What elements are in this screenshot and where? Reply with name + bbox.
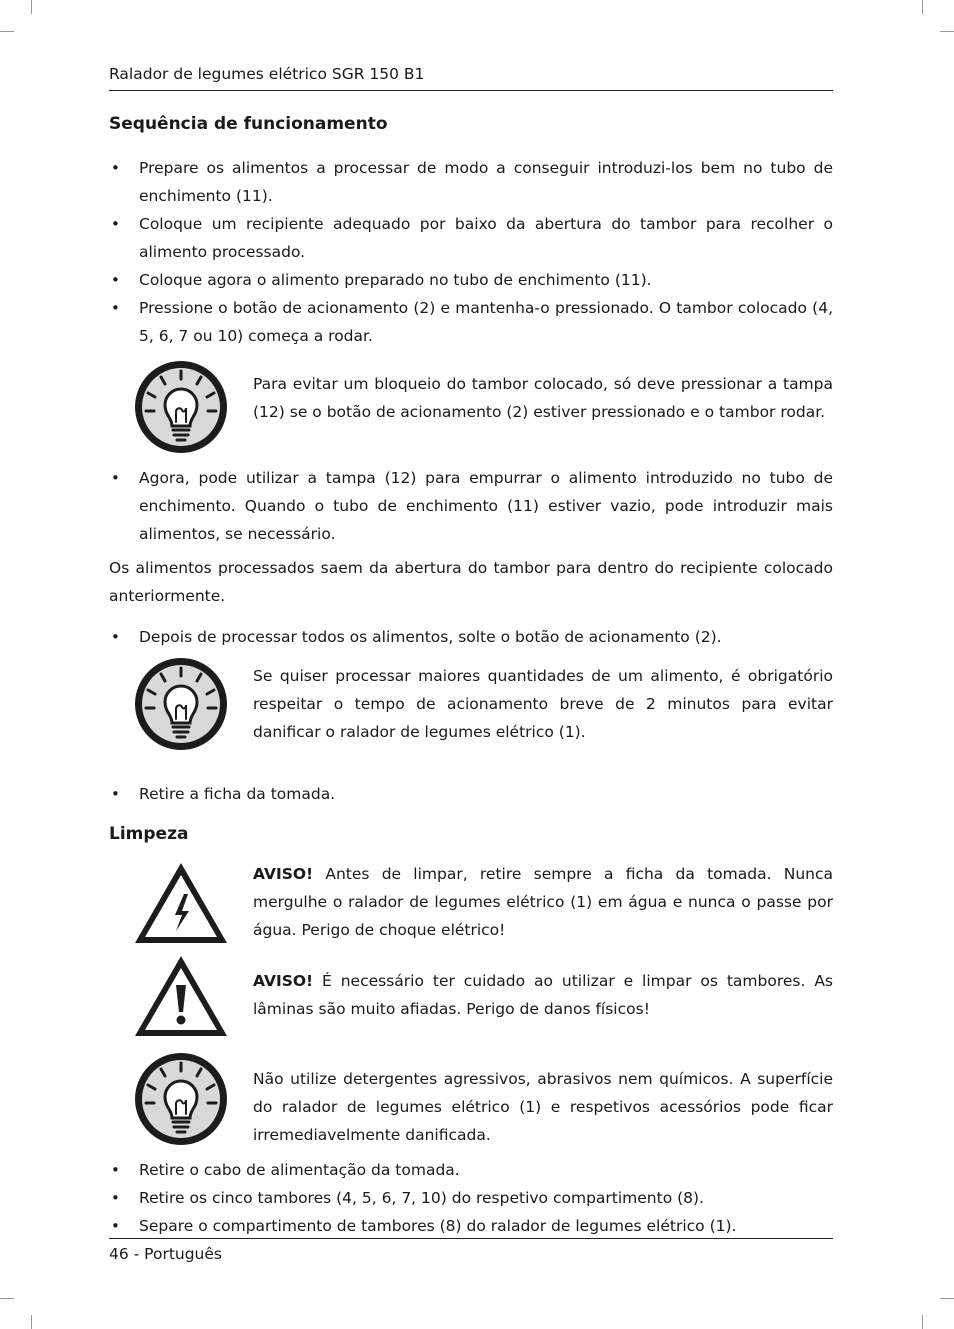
section-heading-cleaning: Limpeza xyxy=(109,824,189,844)
bullet-list xyxy=(109,154,833,350)
lightbulb-icon xyxy=(132,360,230,454)
warning-note xyxy=(109,967,833,1039)
crop-mark xyxy=(0,31,14,32)
list-item: • Retire a ficha da tomada. xyxy=(109,780,833,808)
list-item: • Retire o cabo de alimentação da tomada. xyxy=(109,1156,833,1184)
list-item: • Coloque agora o alimento preparado no tubo de enchimento (11). xyxy=(109,266,833,294)
page-footer xyxy=(109,1238,833,1269)
page-content xyxy=(109,110,833,1240)
header-title: Ralador de legumes elétrico SGR 150 B1 xyxy=(109,65,425,83)
danger-exclamation-icon xyxy=(132,953,230,1039)
tip-text: Não utilize detergentes agressivos, abrasivos nem químicos. A superfície do ralador de legumes elétrico (1) e respetivos acessórios pode ficar irremediavelmente danificada. xyxy=(253,1070,833,1144)
list-item: • Agora, pode utilizar a tampa (12) para empurrar o alimento introduzido no tubo de enchimento. Quando o tubo de enchimento (11) estiver vazio, pode introduzir mais alimentos, se necessário. xyxy=(109,464,833,548)
section-heading-operation: Sequência de funcionamento xyxy=(109,114,388,134)
list-item: • Depois de processar todos os alimentos, solte o botão de acionamento (2). xyxy=(109,623,833,651)
tip-note xyxy=(109,1065,833,1149)
bullet-list xyxy=(109,1156,833,1240)
list-item: • Prepare os alimentos a processar de modo a conseguir introduzi-los bem no tubo de enchimento (11). xyxy=(109,154,833,210)
warning-message: Antes de limpar, retire sempre a ficha da tomada. Nunca mergulhe o ralador de legumes elétrico (1) em água e nunca o passe por água. Perigo de choque elétrico! xyxy=(253,865,833,939)
page-number: 46 - Português xyxy=(109,1245,222,1263)
lightbulb-icon xyxy=(132,656,230,752)
tip-note xyxy=(109,360,833,454)
tip-text: Se quiser processar maiores quantidades de um alimento, é obrigatório respeitar o tempo de acionamento breve de 2 minutos para evitar danificar o ralador de legumes elétrico (1). xyxy=(253,667,833,741)
warning-text xyxy=(253,860,833,944)
bullet-list xyxy=(109,623,833,651)
list-item: • Separe o compartimento de tambores (8) do ralador de legumes elétrico (1). xyxy=(109,1212,833,1240)
tip-text: Para evitar um bloqueio do tambor colocado, só deve pressionar a tampa (12) se o botão de acionamento (2) estiver pressionado e o tambor rodar. xyxy=(253,375,833,421)
electric-shock-warning-icon xyxy=(132,860,230,946)
warning-text xyxy=(253,967,833,1023)
crop-mark xyxy=(940,1298,954,1299)
list-item: • Retire os cinco tambores (4, 5, 6, 7, 10) do respetivo compartimento (8). xyxy=(109,1184,833,1212)
crop-mark xyxy=(922,0,923,14)
warning-label: AVISO! xyxy=(253,972,314,990)
bullet-list xyxy=(109,780,833,808)
warning-message: É necessário ter cuidado ao utilizar e limpar os tambores. As lâminas são muito afiadas. Perigo de danos físicos! xyxy=(253,972,833,1018)
page-header xyxy=(109,62,833,91)
body-paragraph: Os alimentos processados saem da abertura do tambor para dentro do recipiente colocado anteriormente. xyxy=(109,559,833,605)
bullet-list xyxy=(109,464,833,548)
crop-mark xyxy=(0,1298,14,1299)
list-item: • Pressione o botão de acionamento (2) e mantenha-o pressionado. O tambor colocado (4, 5, 6, 7 ou 10) começa a rodar. xyxy=(109,294,833,350)
crop-mark xyxy=(31,1315,32,1329)
warning-note xyxy=(109,860,833,946)
crop-mark xyxy=(940,31,954,32)
list-item: • Coloque um recipiente adequado por baixo da abertura do tambor para recolher o alimento processado. xyxy=(109,210,833,266)
lightbulb-icon xyxy=(132,1051,230,1147)
warning-label: AVISO! xyxy=(253,865,314,883)
tip-note xyxy=(109,656,833,752)
crop-mark xyxy=(31,0,32,14)
crop-mark xyxy=(922,1315,923,1329)
